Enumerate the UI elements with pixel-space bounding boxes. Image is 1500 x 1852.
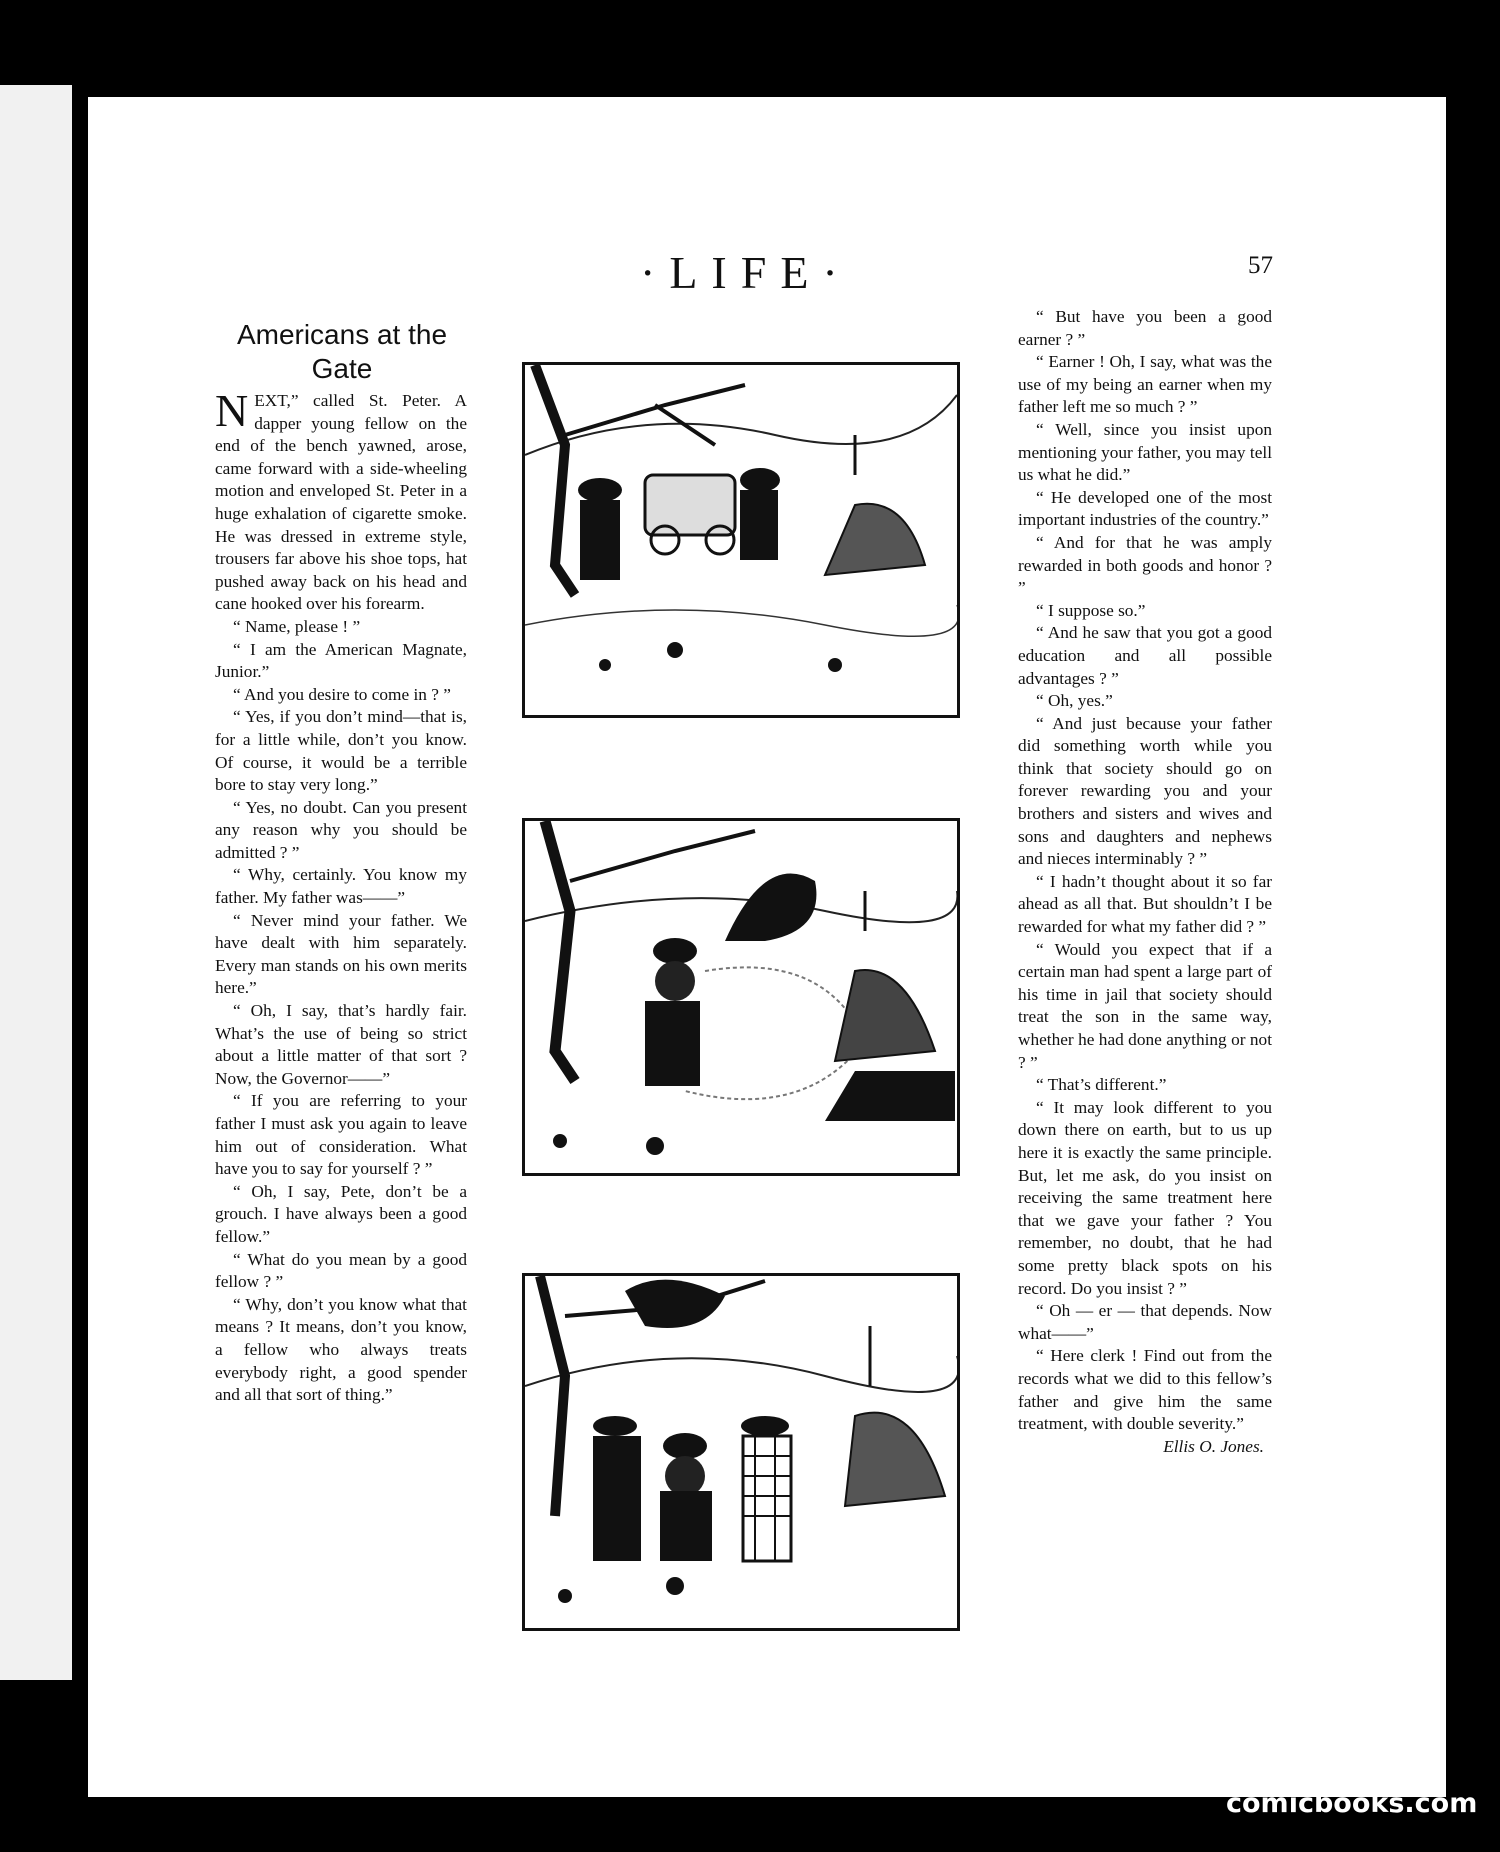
paragraph: “ Why, certainly. You know my father. My father was——” [215,865,467,908]
paragraph: “ Oh, yes.” [1036,691,1113,711]
paragraph: “ That’s different.” [1036,1075,1167,1095]
paragraph-text: EXT,” called St. Peter. A dapper young fellow on the end of the bench yawned, arose, came forward with a side-wheeling motion and enveloped St. Peter in a huge exhalation of cigarette smoke. He was dressed in extreme style, trousers far above his shoe tops, hat pushed away back on his head and cane hooked over his forearm. [215,391,467,614]
paragraph: “ Here clerk ! Find out from the records what we did to this fellow’s father and give him the same treatment, with double severity.” [1018,1346,1272,1434]
paragraph: “ Oh, I say, that’s hardly fair. What’s the use of being so strict about a little matter of that sort ? Now, the Governor——” [215,1001,467,1088]
paragraph: “ And he saw that you got a good education and all possible advantages ? ” [1018,623,1272,688]
byline: Ellis O. Jones. [1163,1436,1264,1456]
article-title: Americans at the Gate [236,319,448,384]
paragraph: “ If you are referring to your father I must ask you again to leave him out of consideration. What have you to say for yourself ? ” [215,1091,467,1179]
paragraph: “ Oh, I say, Pete, don’t be a grouch. I have always been a good fellow.” [215,1181,467,1246]
masthead: ·LIFE· [640,247,852,298]
paragraph [215,385,467,616]
cartoon-car-crash-illustration [525,365,957,715]
paragraph: “ It may look different to you down there on earth, but to us up here it is exactly the same principle. But, let me ask, do you insist on receiving the same treatment here that we gave your father ? You remember, no doubt, that he had some pretty black spots on his record. Do you insist ? ” [1018,1097,1272,1298]
paragraph: “ Yes, if you don’t mind—that is, for a little while, don’t you know. Of course, it would be a terrible bore to stay very long.” [215,707,467,795]
paragraph: “ I am the American Magnate, Junior.” [215,639,467,682]
watermark-text: comicbooks.com [1226,1788,1478,1819]
cartoon-panel-2 [522,818,960,1176]
cartoon-arrest-illustration [525,1276,957,1628]
paragraph: “ Earner ! Oh, I say, what was the use of my being an earner when my father left me so much ? ” [1018,352,1272,417]
paragraph: “ And you desire to come in ? ” [233,684,451,704]
paragraph: “ What do you mean by a good fellow ? ” [215,1249,467,1292]
paragraph: “ He developed one of the most important industries of the country.” [1018,487,1272,530]
article-column-left [215,385,467,1407]
paragraph: “ Why, don’t you know what that means ? It means, don’t you know, a fellow who always treats everybody right, a good spender and all that sort of thing.” [215,1294,467,1405]
paragraph: “ Oh — er — that depends. Now what——” [1018,1301,1272,1343]
previous-page-edge [0,85,72,1680]
cartoon-running-man-illustration [525,821,957,1173]
cartoon-panel-1 [522,362,960,718]
paragraph: “ Never mind your father. We have dealt with him separately. Every man stands on his own merits here.” [215,910,467,998]
paragraph: “ Well, since you insist upon mentioning your father, you may tell us what he did.” [1018,419,1272,485]
cartoon-panel-3 [522,1273,960,1631]
paragraph: “ Yes, no doubt. Can you present any reason why you should be admitted ? ” [215,797,467,862]
paragraph: “ Name, please ! ” [233,616,361,636]
paragraph: “ And for that he was amply rewarded in both goods and honor ? ” [1018,532,1272,598]
drop-cap: N [215,385,249,436]
paragraph: “ But have you been a good earner ? ” [1018,307,1272,349]
paragraph: “ I hadn’t thought about it so far ahead as all that. But shouldn’t I be rewarded for what my father did ? ” [1018,871,1272,937]
article-column-right [1018,306,1272,1458]
paragraph: “ Would you expect that if a certain man had spent a large part of his time in jail that society should treat the son in the same way, whether he had done anything or not ? ” [1018,939,1272,1072]
page-number: 57 [1248,252,1273,279]
paragraph: “ I suppose so.” [1036,600,1146,620]
paragraph: “ And just because your father did something worth while you think that society should go on forever rewarding you and your brothers and sisters and wives and sons and daughters and nephews and nieces interminably ? ” [1018,713,1272,869]
